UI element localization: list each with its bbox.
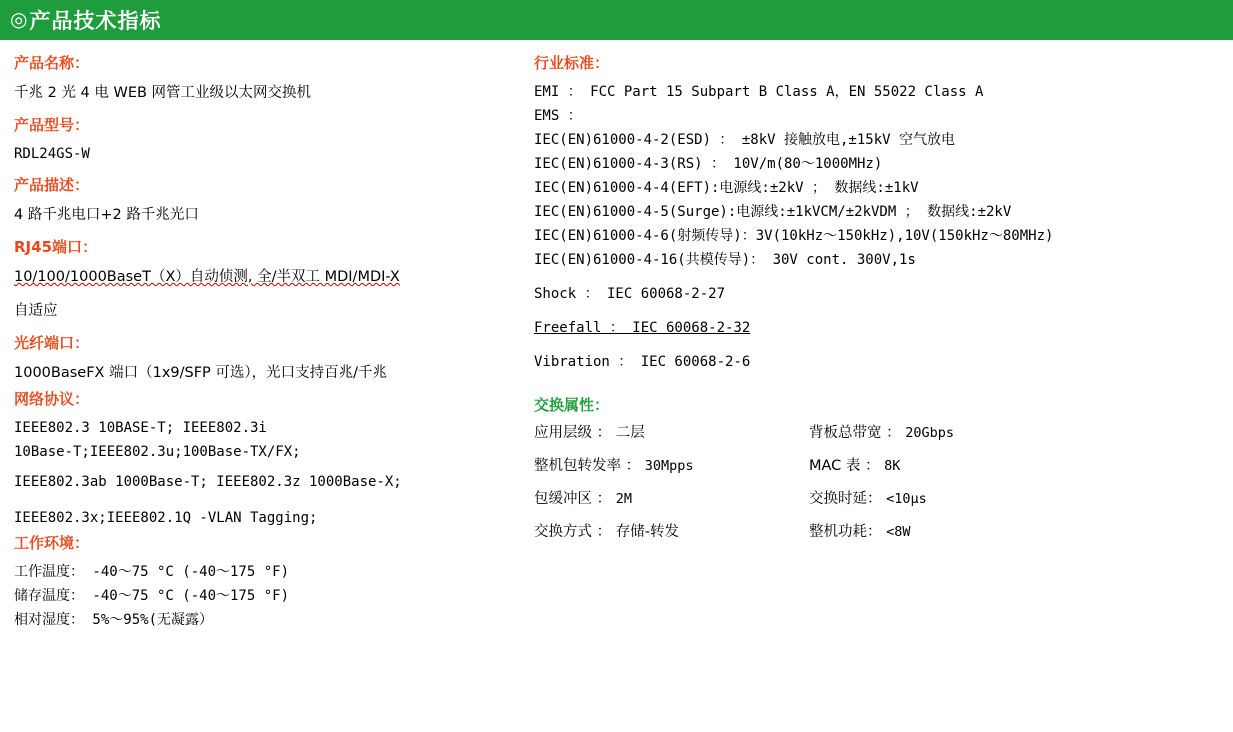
section-heading: 网络协议： — [14, 390, 90, 408]
attr-pair — [809, 521, 1220, 543]
section-rj45-port — [14, 238, 520, 324]
section-line: 4 路千兆电口+2 路千兆光口 — [14, 207, 199, 223]
section-heading: 交换属性： — [534, 396, 610, 414]
section-operating-environment — [14, 534, 520, 632]
standard-line: EMI ： FCC Part 15 Subpart B Class A，EN 55022 Class A — [534, 84, 984, 100]
standard-line: IEC(EN)61000-4-6(射频传导)：3V(10kHz～150kHz),10V(150kHz～80MHz) — [534, 228, 1054, 244]
attr-value: 20Gbps — [905, 425, 954, 441]
section-line: 自适应 — [14, 303, 58, 319]
attr-label: 包缓冲区 ： — [534, 491, 612, 507]
standard-line: IEC(EN)61000-4-4(EFT):电源线:±2kV ； 数据线:±1kV — [534, 180, 919, 196]
section-network-protocol — [14, 390, 520, 530]
section-heading: 产品名称： — [14, 54, 90, 72]
section-product-model — [14, 116, 520, 166]
section-heading: 产品型号： — [14, 116, 90, 134]
attr-value: 2M — [615, 491, 632, 507]
section-line: 10/100/1000BaseT（X）自动侦测, 全/半双工 MDI/MDI-X — [14, 269, 400, 285]
section-line: 储存温度： -40～75 °C (-40～175 °F) — [14, 588, 290, 604]
attr-label: 整机包转发率 ： — [534, 458, 641, 474]
standard-line: Shock ： IEC 60068-2-27 — [534, 286, 726, 302]
attr-value: 30Mpps — [644, 458, 694, 474]
section-line: IEEE802.3x;IEEE802.1Q -VLAN Tagging; — [14, 510, 318, 526]
section-heading: 光纤端口： — [14, 334, 90, 352]
attr-label: 交换方式 ： — [534, 524, 612, 540]
section-product-name — [14, 54, 520, 106]
attr-value: 二层 — [615, 425, 645, 441]
section-line: 10Base-T;IEEE802.3u;100Base-TX/FX; — [14, 444, 301, 460]
attr-pair — [809, 455, 1220, 477]
section-line: IEEE802.3ab 1000Base-T; IEEE802.3z 1000Base-X; — [14, 474, 402, 490]
section-heading: 产品描述： — [14, 176, 90, 194]
attr-value: 8K — [884, 458, 901, 474]
section-industry-standards — [534, 54, 1220, 374]
attr-pair — [534, 422, 809, 444]
attr-pair — [809, 422, 1220, 444]
attr-value: <8W — [886, 524, 911, 540]
section-heading: RJ45端口： — [14, 238, 98, 256]
standard-line: Freefall ： IEC 60068-2-32 — [534, 320, 751, 336]
section-line: 相对湿度： 5%～95%(无凝露） — [14, 612, 214, 628]
section-heading: 工作环境： — [14, 534, 90, 552]
standard-line: EMS ： — [534, 108, 582, 124]
switch-attributes-grid — [534, 422, 1220, 543]
attr-label: MAC 表 ： — [809, 458, 880, 474]
left-column — [0, 54, 520, 642]
circle-bullet-icon: ◎ — [10, 9, 28, 31]
attr-pair — [534, 488, 809, 510]
section-line: 千兆 2 光 4 电 WEB 网管工业级以太网交换机 — [14, 85, 312, 101]
attr-label: 背板总带宽 ： — [809, 425, 901, 441]
section-line: IEEE802.3 10BASE-T; IEEE802.3i — [14, 420, 267, 436]
attr-value: 存储-转发 — [615, 524, 679, 540]
standard-line: IEC(EN)61000-4-3(RS) ： 10V/m(80～1000MHz) — [534, 156, 883, 172]
standard-line: Vibration ： IEC 60068-2-6 — [534, 354, 751, 370]
section-line: 工作温度： -40～75 °C (-40～175 °F) — [14, 564, 290, 580]
standard-line: IEC(EN)61000-4-2(ESD) ： ±8kV 接触放电,±15kV 空气放电 — [534, 132, 956, 148]
attr-value: <10μs — [886, 491, 927, 507]
section-switch-attributes — [534, 396, 1220, 543]
attr-pair — [534, 521, 809, 543]
attr-label: 整机功耗： — [809, 524, 882, 540]
attr-pair — [534, 455, 809, 477]
section-fiber-port — [14, 334, 520, 386]
page-title: 产品技术指标 — [29, 9, 162, 33]
attr-label: 应用层级 ： — [534, 425, 612, 441]
attr-label: 交换时延： — [809, 491, 882, 507]
standard-line: IEC(EN)61000-4-16(共模传导)： 30V cont. 300V,1s — [534, 252, 916, 268]
page-header-banner — [0, 0, 1233, 40]
section-product-description — [14, 176, 520, 228]
standard-line: IEC(EN)61000-4-5(Surge):电源线:±1kVCM/±2kVDM ； 数据线:±2kV — [534, 204, 1012, 220]
spec-columns — [0, 40, 1233, 642]
section-line: 1000BaseFX 端口（1x9/SFP 可选），光口支持百兆/千兆 — [14, 365, 388, 381]
section-line: RDL24GS-W — [14, 146, 90, 162]
section-heading: 行业标准： — [534, 54, 610, 72]
attr-pair — [809, 488, 1220, 510]
right-column — [520, 54, 1220, 642]
